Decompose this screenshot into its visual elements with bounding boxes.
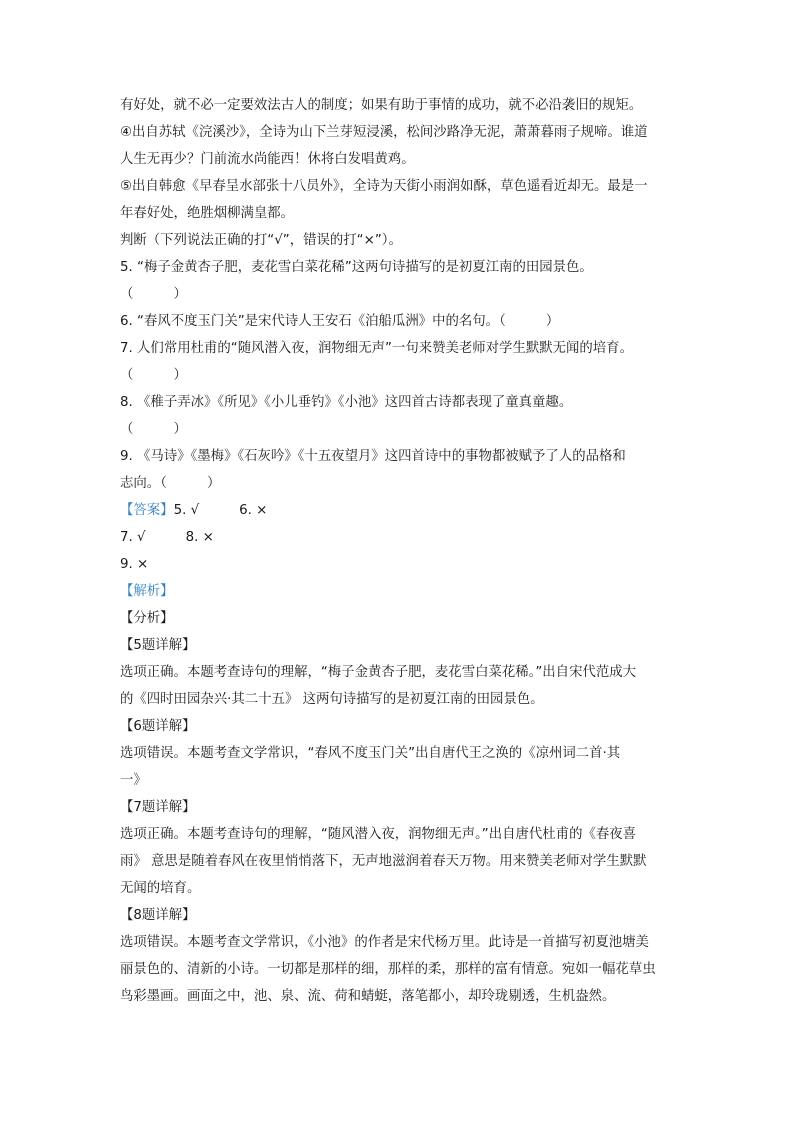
detail-7-line-2: 雨》 意思是随着春风在夜里悄悄落下，无声地滋润着春天万物。用来赞美老师对学生默默 [120,854,647,869]
detail-7-title: 【7题详解】 [120,800,196,815]
analysis-fenxi: 【分析】 [120,611,174,626]
intro-line-4: ⑤出自韩愈《早春呈水部张十八员外》，全诗为天街小雨润如酥，草色遥看近却无。最是一 [120,179,648,194]
detail-6-line-2: 一》 [120,773,147,788]
question-9: 9. 《马诗》《墨梅》《石灰吟》《十五夜望月》这四首诗中的事物都被赋予了人的品格和 [120,449,626,464]
detail-8-line-1: 选项错误。本题考查文学常识，《小池》的作者是宋代杨万里。此诗是一首描写初夏池塘美 [120,935,649,950]
question-5-blank: （ ） [120,287,187,302]
detail-7-line-3: 无闻的培育。 [120,881,201,896]
analysis-label: 【解析】 [120,584,174,599]
instruction-line: 判断（下列说法正确的打“√”，错误的打“×”）。 [120,233,402,248]
detail-7-line-1: 选项正确。本题考查诗句的理解，“随风潜入夜，润物细无声。”出自唐代杜甫的《春夜喜 [120,827,637,842]
answer-8: 8. × [185,530,214,545]
question-8: 8. 《稚子弄冰》《所见》《小儿垂钓》《小池》这四首古诗都表现了童真童趣。 [120,395,573,410]
question-7-blank: （ ） [120,368,187,383]
detail-6-title: 【6题详解】 [120,719,196,734]
answer-line-2 [120,524,680,551]
answer-label: 【答案】 [120,503,174,518]
detail-6-line-1: 选项错误。本题考查文学常识，“春风不度玉门关”出自唐代王之涣的《凉州词二首·其 [120,746,621,761]
answer-9: 9. × [120,557,149,572]
question-9-cont: 志向。（ ） [120,476,221,491]
answer-line-1 [120,497,680,524]
detail-5-title: 【5题详解】 [120,638,196,653]
answer-5: 5. √ [173,503,200,518]
question-6: 6. “春风不度玉门关”是宋代诗人王安石《泊船瓜洲》中的名句。（ ） [120,314,560,329]
document-page [120,92,680,1010]
intro-line-5: 年春好处，绝胜烟柳满皇都。 [120,206,295,221]
intro-line-2: ④出自苏轼《浣溪沙》，全诗为山下兰芽短浸溪，松间沙路净无泥，萧萧暮雨子规啼。谁道 [120,125,648,140]
detail-8-line-3: 鸟彩墨画。画面之中，池、泉、流、荷和蜻蜓，落笔都小，却玲珑剔透，生机盎然。 [120,989,616,1004]
detail-8-title: 【8题详解】 [120,908,196,923]
intro-line-1: 有好处，就不必一定要效法古人的制度；如果有助于事情的成功，就不必沿袭旧的规矩。 [120,98,643,113]
question-5: 5. “梅子金黄杏子肥，麦花雪白菜花稀”这两句诗描写的是初夏江南的田园景色。 [120,260,593,275]
question-8-blank: （ ） [120,422,187,437]
intro-line-3: 人生无再少？门前流水尚能西！休将白发唱黄鸡。 [120,152,415,167]
detail-5-line-2: 的《四时田园杂兴·其二十五》 这两句诗描写的是初夏江南的田园景色。 [120,692,544,707]
detail-8-line-2: 丽景色的、清新的小诗。一切都是那样的细，那样的柔，那样的富有情意。宛如一幅花草虫 [120,962,656,977]
question-7: 7. 人们常用杜甫的“随风潜入夜，润物细无声”一句来赞美老师对学生默默无闻的培育。 [120,341,633,356]
detail-5-line-1: 选项正确。本题考查诗句的理解，“梅子金黄杏子肥，麦花雪白菜花稀。”出自宋代范成大 [120,665,637,680]
answer-line-3 [120,551,680,578]
answer-6: 6. × [239,503,268,518]
answer-7: 7. √ [120,530,146,545]
